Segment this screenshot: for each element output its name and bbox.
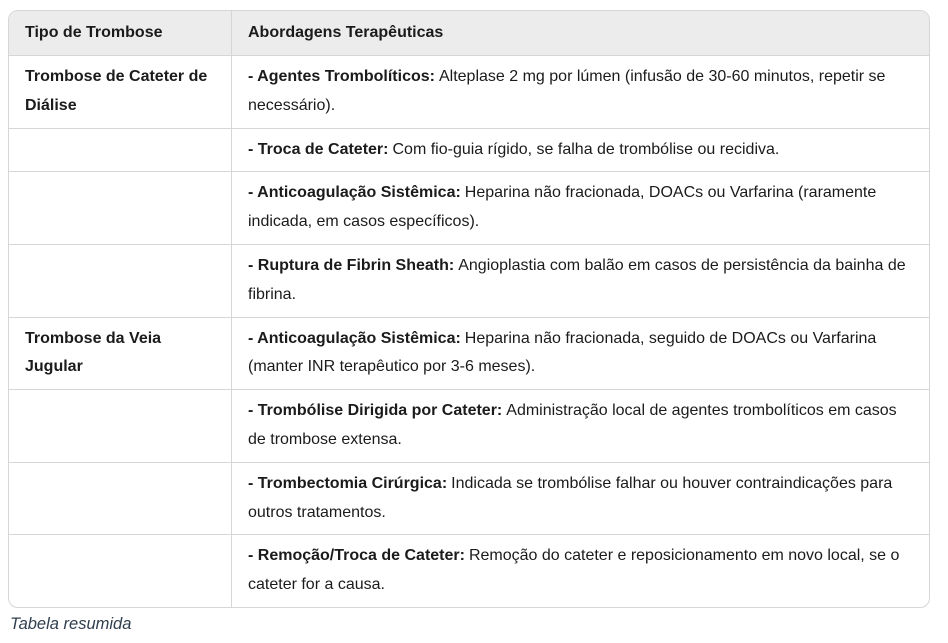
table-row [9, 244, 929, 317]
table-row [9, 55, 929, 128]
table-row [9, 389, 929, 462]
treatment-text: Com fio-guia rígido, se falha de trombólise ou recidiva. [392, 140, 780, 158]
treatment-text: Angioplastia com balão em casos de persistência da bainha de fibrina. [248, 256, 906, 303]
treatment-label: - Remoção/Troca de Cateter: [248, 547, 465, 565]
abordagem-cell [231, 128, 929, 172]
tipo-cell [9, 128, 231, 172]
table-caption: Tabela resumida [10, 614, 132, 633]
treatment-label: - Trombólise Dirigida por Cateter: [248, 402, 503, 420]
table-header [9, 11, 929, 55]
treatment-text: Administração local de agentes trombolíticos em casos de trombose extensa. [248, 402, 897, 448]
header-row [9, 11, 929, 55]
treatment-label: - Troca de Cateter: [248, 140, 389, 158]
table-row [9, 171, 929, 244]
table-row [9, 317, 929, 390]
summary-table [8, 10, 930, 608]
table-body [9, 55, 929, 607]
abordagem-cell [231, 534, 929, 607]
abordagem-cell [231, 244, 929, 317]
treatment-label: - Ruptura de Fibrin Sheath: [248, 256, 455, 274]
abordagem-cell [231, 171, 929, 244]
treatment-text: Indicada se trombólise falhar ou houver contraindicações para outros tratamentos. [248, 474, 893, 521]
treatment-text: Heparina não fracionada, DOACs ou Varfarina (raramente indicada, em casos específicos). [248, 184, 877, 231]
tipo-cell [9, 534, 231, 607]
tipo-cell [9, 244, 231, 317]
treatment-text: Remoção do cateter e reposicionamento em novo local, se o cateter for a causa. [248, 547, 900, 594]
treatment-text: Alteplase 2 mg por lúmen (infusão de 30-60 minutos, repetir se necessário). [248, 68, 886, 114]
column-header-tipo: Tipo de Trombose [9, 11, 231, 55]
tipo-cell [9, 462, 231, 535]
abordagem-cell [231, 317, 929, 390]
abordagem-cell [231, 462, 929, 535]
table-row [9, 128, 929, 172]
tipo-cell: Trombose de Cateter de Diálise [9, 55, 231, 128]
treatment-label: - Anticoagulação Sistêmica: [248, 329, 461, 347]
treatment-text: Heparina não fracionada, seguido de DOACs ou Varfarina (manter INR terapêutico por 3-6 meses). [248, 329, 877, 376]
abordagem-cell [231, 55, 929, 128]
tipo-cell [9, 389, 231, 462]
treatment-label: - Agentes Trombolíticos: [248, 68, 435, 85]
treatment-label: - Anticoagulação Sistêmica: [248, 184, 461, 202]
table-row [9, 462, 929, 535]
column-header-abordagens: Abordagens Terapêuticas [231, 11, 929, 55]
treatment-label: - Trombectomia Cirúrgica: [248, 474, 448, 492]
abordagem-cell [231, 389, 929, 462]
table-row [9, 534, 929, 607]
tipo-cell: Trombose da Veia Jugular [9, 317, 231, 390]
tipo-cell [9, 171, 231, 244]
